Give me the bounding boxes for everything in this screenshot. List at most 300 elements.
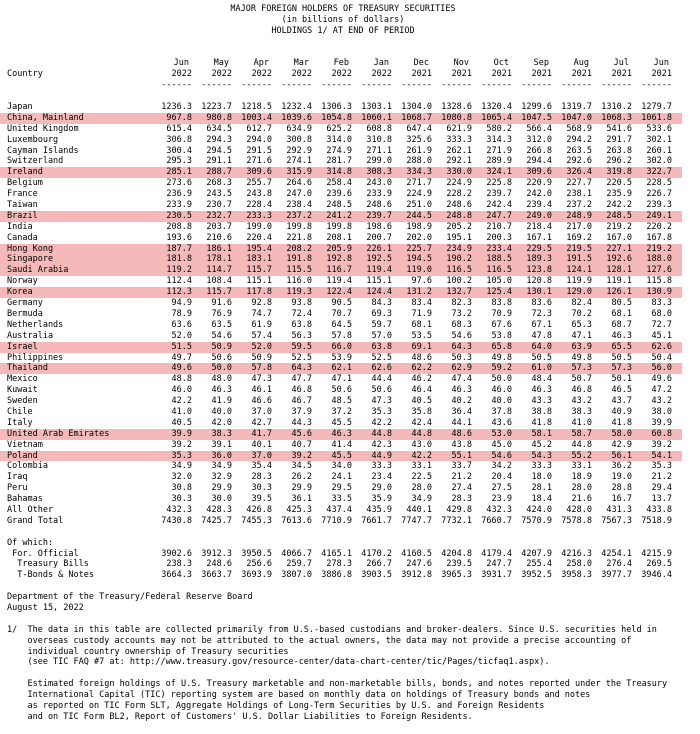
holdings-value: 7567.3 [601, 515, 632, 526]
holdings-value: 237.2 [566, 200, 592, 211]
country-name: Thailand [7, 363, 48, 374]
holdings-value: 124.1 [566, 265, 592, 276]
country-name: Ireland [7, 167, 43, 178]
holdings-value: 30.3 [171, 494, 192, 505]
holdings-value: 72.7 [651, 319, 672, 330]
table-row [0, 505, 682, 516]
holdings-value: 238.1 [566, 189, 592, 200]
holdings-value: 46.2 [411, 374, 432, 385]
holdings-value: 46.0 [171, 385, 192, 396]
holdings-value: 68.7 [611, 319, 632, 330]
holdings-value: 1054.8 [321, 112, 352, 123]
holdings-value: 30.8 [171, 483, 192, 494]
holdings-value: 248.6 [206, 559, 232, 570]
holdings-value: 541.6 [606, 123, 632, 134]
holdings-value: 247.7 [486, 559, 512, 570]
table-header-years [0, 69, 700, 80]
holdings-value: 90.5 [331, 298, 352, 309]
table-row [0, 320, 682, 331]
holdings-value: 3693.9 [241, 570, 272, 581]
holdings-value: 70.7 [331, 308, 352, 319]
summary-row-name: Treasury Bills [7, 559, 89, 570]
date-line: August 15, 2022 [7, 602, 84, 613]
holdings-value: 32.9 [211, 472, 232, 483]
holdings-value: 59.2 [491, 363, 512, 374]
holdings-value: 314.8 [326, 167, 352, 178]
spacer [0, 48, 700, 59]
holdings-value: 183.1 [246, 254, 272, 265]
holdings-value: 33.7 [451, 461, 472, 472]
holdings-value: 46.6 [251, 396, 272, 407]
holdings-value: 580.2 [486, 123, 512, 134]
column-divider-dashes: ------ [161, 80, 192, 91]
column-month-header: Apr [253, 58, 269, 69]
holdings-value: 68.3 [451, 319, 472, 330]
holdings-value: 119.3 [286, 287, 312, 298]
holdings-value: 18.0 [531, 472, 552, 483]
holdings-value: 38.3 [211, 428, 232, 439]
holdings-value: 41.0 [171, 406, 192, 417]
holdings-value: 44.4 [371, 374, 392, 385]
holdings-value: 44.9 [371, 450, 392, 461]
holdings-value: 34.9 [411, 494, 432, 505]
column-year-header: 2021 [411, 69, 432, 80]
holdings-value: 234.9 [446, 243, 472, 254]
holdings-value: 69.1 [411, 341, 432, 352]
holdings-value: 268.3 [206, 178, 232, 189]
holdings-value: 249.0 [526, 210, 552, 221]
holdings-value: 35.9 [371, 494, 392, 505]
holdings-value: 41.7 [251, 428, 272, 439]
holdings-value: 235.9 [606, 189, 632, 200]
holdings-value: 122.4 [326, 287, 352, 298]
holdings-value: 115.7 [206, 287, 232, 298]
column-divider-dashes: ------ [641, 80, 672, 91]
holdings-value: 57.8 [331, 330, 352, 341]
column-divider-dashes: ------ [521, 80, 552, 91]
holdings-value: 1320.4 [481, 102, 512, 113]
holdings-value: 64.3 [291, 363, 312, 374]
holdings-value: 309.6 [526, 167, 552, 178]
holdings-value: 227.1 [606, 243, 632, 254]
country-name: China, Mainland [7, 112, 84, 123]
holdings-value: 40.2 [451, 396, 472, 407]
holdings-value: 230.5 [166, 210, 192, 221]
holdings-value: 37.8 [491, 406, 512, 417]
holdings-value: 42.9 [611, 439, 632, 450]
holdings-value: 188.0 [646, 254, 672, 265]
holdings-value: 65.8 [491, 341, 512, 352]
column-year-header: 2022 [371, 69, 392, 80]
holdings-value: 36.4 [451, 406, 472, 417]
holdings-value: 7570.9 [521, 515, 552, 526]
holdings-value: 116.7 [326, 265, 352, 276]
holdings-value: 29.9 [211, 483, 232, 494]
summary-row-name: For. Official [7, 548, 79, 559]
holdings-value: 115.8 [646, 276, 672, 287]
holdings-value: 83.8 [491, 298, 512, 309]
country-name: Cayman Islands [7, 145, 79, 156]
holdings-value: 294.4 [526, 156, 552, 167]
holdings-value: 38.3 [571, 406, 592, 417]
holdings-value: 37.2 [331, 406, 352, 417]
country-name: Canada [7, 232, 38, 243]
holdings-value: 276.4 [606, 559, 632, 570]
table-header-rule [0, 80, 700, 91]
holdings-value: 48.6 [411, 352, 432, 363]
holdings-value: 4216.3 [561, 548, 592, 559]
table-row [0, 396, 682, 407]
holdings-value: 49.8 [491, 352, 512, 363]
holdings-value: 22.5 [411, 472, 432, 483]
holdings-value: 39.1 [211, 439, 232, 450]
holdings-value: 70.9 [491, 308, 512, 319]
holdings-value: 192.8 [326, 254, 352, 265]
holdings-value: 4254.1 [601, 548, 632, 559]
holdings-value: 194.5 [406, 254, 432, 265]
holdings-value: 65.3 [571, 319, 592, 330]
holdings-value: 433.8 [646, 504, 672, 515]
holdings-value: 64.5 [331, 319, 352, 330]
holdings-value: 37.0 [251, 450, 272, 461]
country-name: Australia [7, 330, 54, 341]
holdings-value: 266.8 [526, 145, 552, 156]
holdings-value: 239.5 [446, 559, 472, 570]
holdings-value: 195.4 [246, 243, 272, 254]
holdings-value: 193.6 [166, 232, 192, 243]
holdings-value: 36.0 [211, 450, 232, 461]
holdings-value: 24.1 [331, 472, 352, 483]
holdings-value: 7518.9 [641, 515, 672, 526]
table-row [0, 363, 682, 374]
holdings-value: 44.1 [451, 417, 472, 428]
holdings-value: 967.8 [166, 112, 192, 123]
holdings-value: 38.8 [531, 406, 552, 417]
holdings-value: 72.3 [531, 308, 552, 319]
holdings-value: 1319.7 [561, 102, 592, 113]
country-name: All Other [7, 504, 54, 515]
holdings-value: 309.6 [246, 167, 272, 178]
holdings-value: 42.3 [371, 439, 392, 450]
holdings-value: 46.8 [291, 385, 312, 396]
table-row [0, 254, 682, 265]
column-month-header: Jan [373, 58, 389, 69]
holdings-value: 428.0 [566, 504, 592, 515]
country-name: Bahamas [7, 494, 43, 505]
spacer [0, 581, 700, 592]
holdings-value: 271.6 [246, 156, 272, 167]
holdings-value: 1328.6 [441, 102, 472, 113]
holdings-value: 7747.7 [401, 515, 432, 526]
holdings-value: 46.5 [611, 385, 632, 396]
holdings-value: 27.5 [491, 483, 512, 494]
holdings-value: 37.0 [251, 406, 272, 417]
holdings-value: 54.6 [451, 330, 472, 341]
holdings-value: 62.6 [371, 363, 392, 374]
holdings-value: 97.6 [411, 276, 432, 287]
holdings-value: 271.1 [366, 145, 392, 156]
holdings-value: 634.5 [206, 123, 232, 134]
holdings-value: 55.1 [451, 450, 472, 461]
holdings-value: 4165.1 [321, 548, 352, 559]
holdings-value: 296.2 [606, 156, 632, 167]
table-row [0, 200, 682, 211]
holdings-value: 1047.5 [521, 112, 552, 123]
holdings-value: 39.2 [291, 450, 312, 461]
holdings-value: 57.4 [251, 330, 272, 341]
holdings-value: 271.7 [406, 178, 432, 189]
holdings-value: 42.2 [371, 417, 392, 428]
holdings-value: 46.3 [451, 385, 472, 396]
holdings-value: 56.1 [611, 450, 632, 461]
country-name: Poland [7, 450, 38, 461]
holdings-value: 49.6 [651, 374, 672, 385]
holdings-value: 333.3 [446, 134, 472, 145]
holdings-value: 83.4 [411, 298, 432, 309]
holdings-value: 49.6 [171, 363, 192, 374]
report-subtitle: (in billions of dollars) [281, 14, 405, 25]
holdings-value: 43.2 [651, 396, 672, 407]
holdings-value: 306.8 [166, 134, 192, 145]
holdings-value: 210.7 [486, 221, 512, 232]
holdings-value: 41.0 [571, 417, 592, 428]
holdings-value: 228.2 [446, 189, 472, 200]
holdings-value: 46.8 [571, 385, 592, 396]
holdings-value: 64.0 [531, 341, 552, 352]
spacer [0, 668, 700, 679]
holdings-value: 115.1 [246, 276, 272, 287]
country-name: Kuwait [7, 385, 38, 396]
holdings-value: 39.9 [171, 428, 192, 439]
table-row [0, 451, 682, 462]
holdings-value: 192.6 [606, 254, 632, 265]
country-name: France [7, 189, 38, 200]
table-row [0, 135, 682, 146]
holdings-value: 226.1 [366, 243, 392, 254]
holdings-value: 263.5 [566, 145, 592, 156]
holdings-value: 238.3 [166, 559, 192, 570]
holdings-value: 50.6 [371, 385, 392, 396]
holdings-value: 56.0 [651, 363, 672, 374]
holdings-value: 566.4 [526, 123, 552, 134]
holdings-value: 248.8 [446, 210, 472, 221]
country-name: Switzerland [7, 156, 64, 167]
holdings-value: 46.4 [411, 385, 432, 396]
footnote-2 [0, 679, 700, 723]
holdings-value: 4179.4 [481, 548, 512, 559]
spacer [0, 614, 700, 625]
holdings-value: 292.9 [286, 145, 312, 156]
holdings-value: 190.2 [446, 254, 472, 265]
holdings-value: 47.3 [251, 374, 272, 385]
holdings-value: 200.7 [366, 232, 392, 243]
table-summary [0, 549, 700, 582]
holdings-value: 625.2 [326, 123, 352, 134]
holdings-value: 26.2 [291, 472, 312, 483]
holdings-value: 437.4 [326, 504, 352, 515]
holdings-value: 129.0 [566, 287, 592, 298]
holdings-value: 615.4 [166, 123, 192, 134]
holdings-value: 312.0 [526, 134, 552, 145]
column-year-header: 2021 [571, 69, 592, 80]
holdings-value: 64.3 [451, 341, 472, 352]
holdings-value: 1223.7 [201, 102, 232, 113]
holdings-value: 50.0 [211, 363, 232, 374]
holdings-value: 45.2 [531, 439, 552, 450]
of-which-label: Of which: [7, 537, 54, 548]
holdings-value: 440.1 [406, 504, 432, 515]
holdings-value: 3965.3 [441, 570, 472, 581]
holdings-value: 295.3 [166, 156, 192, 167]
holdings-value: 54.6 [491, 450, 512, 461]
table-row [0, 244, 682, 255]
report-period-note: HOLDINGS 1/ AT END OF PERIOD [271, 25, 415, 36]
holdings-value: 186.1 [206, 243, 232, 254]
country-name: Chile [7, 406, 33, 417]
country-name: Hong Kong [7, 243, 54, 254]
holdings-value: 219.5 [566, 243, 592, 254]
holdings-value: 191.5 [566, 254, 592, 265]
holdings-value: 294.2 [566, 134, 592, 145]
holdings-value: 33.1 [571, 461, 592, 472]
holdings-value: 274.9 [326, 145, 352, 156]
holdings-value: 169.2 [566, 232, 592, 243]
holdings-value: 28.1 [531, 483, 552, 494]
holdings-value: 199.8 [326, 221, 352, 232]
holdings-value: 41.9 [211, 396, 232, 407]
holdings-value: 251.0 [406, 200, 432, 211]
footnote-line: as reported on TIC Form SLT, Aggregate Holdings of Long-Term Securities by U.S. and Foreign Residents [7, 701, 545, 711]
holdings-value: 76.9 [211, 308, 232, 319]
holdings-value: 42.2 [411, 450, 432, 461]
holdings-value: 310.8 [366, 134, 392, 145]
holdings-value: 62.9 [451, 363, 472, 374]
holdings-value: 221.8 [286, 232, 312, 243]
holdings-value: 43.2 [571, 396, 592, 407]
holdings-value: 292.6 [566, 156, 592, 167]
holdings-value: 62.2 [411, 363, 432, 374]
holdings-value: 219.2 [606, 221, 632, 232]
holdings-value: 32.0 [171, 472, 192, 483]
holdings-value: 27.4 [451, 483, 472, 494]
holdings-value: 324.1 [486, 167, 512, 178]
holdings-value: 533.6 [646, 123, 672, 134]
country-name: Iraq [7, 472, 28, 483]
holdings-value: 289.9 [486, 156, 512, 167]
holdings-value: 288.0 [406, 156, 432, 167]
holdings-value: 30.0 [211, 494, 232, 505]
holdings-value: 3663.7 [201, 570, 232, 581]
holdings-value: 28.0 [411, 483, 432, 494]
column-divider-dashes: ------ [281, 80, 312, 91]
holdings-value: 3807.0 [281, 570, 312, 581]
table-row [0, 429, 682, 440]
footnote-1 [0, 625, 700, 669]
holdings-value: 62.1 [331, 363, 352, 374]
country-name: Belgium [7, 178, 43, 189]
holdings-value: 239.7 [486, 189, 512, 200]
holdings-value: 237.2 [286, 210, 312, 221]
holdings-value: 47.2 [651, 385, 672, 396]
table-row [0, 167, 682, 178]
holdings-value: 7710.9 [321, 515, 352, 526]
country-name: Germany [7, 298, 43, 309]
holdings-value: 46.7 [291, 396, 312, 407]
holdings-value: 7578.8 [561, 515, 592, 526]
holdings-value: 57.3 [611, 363, 632, 374]
holdings-value: 274.1 [286, 156, 312, 167]
holdings-value: 43.7 [611, 396, 632, 407]
holdings-value: 105.0 [486, 276, 512, 287]
table-row [0, 440, 682, 451]
holdings-value: 132.7 [446, 287, 472, 298]
holdings-value: 167.0 [606, 232, 632, 243]
holdings-value: 3664.3 [161, 570, 192, 581]
holdings-value: 28.3 [251, 472, 272, 483]
country-name: Italy [7, 417, 33, 428]
holdings-value: 181.8 [166, 254, 192, 265]
holdings-value: 33.3 [531, 461, 552, 472]
holdings-value: 1068.7 [401, 112, 432, 123]
column-divider-dashes: ------ [441, 80, 472, 91]
holdings-value: 238.4 [286, 200, 312, 211]
holdings-value: 18.4 [531, 494, 552, 505]
holdings-value: 46.3 [531, 385, 552, 396]
holdings-value: 80.5 [611, 298, 632, 309]
holdings-value: 127.6 [646, 265, 672, 276]
table-row [0, 342, 682, 353]
holdings-value: 72.4 [291, 308, 312, 319]
holdings-value: 34.9 [171, 461, 192, 472]
holdings-value: 51.5 [171, 341, 192, 352]
holdings-value: 52.0 [251, 341, 272, 352]
column-divider-dashes: ------ [201, 80, 232, 91]
holdings-value: 42.4 [411, 417, 432, 428]
holdings-value: 41.4 [331, 439, 352, 450]
holdings-value: 45.0 [491, 439, 512, 450]
holdings-value: 40.5 [411, 396, 432, 407]
summary-row [0, 559, 682, 570]
holdings-value: 302.0 [646, 156, 672, 167]
holdings-value: 258.4 [326, 178, 352, 189]
holdings-value: 70.2 [571, 308, 592, 319]
holdings-value: 1047.0 [561, 112, 592, 123]
holdings-value: 314.3 [486, 134, 512, 145]
holdings-value: 425.3 [286, 504, 312, 515]
footnote-line: and on TIC Form BL2, Report of Customers' U.S. Dollar Liabilities to Foreign Residents. [7, 711, 473, 722]
holdings-value: 53.9 [331, 352, 352, 363]
holdings-value: 21.2 [451, 472, 472, 483]
holdings-value: 205.2 [446, 221, 472, 232]
holdings-value: 199.0 [246, 221, 272, 232]
column-divider-dashes: ------ [361, 80, 392, 91]
holdings-value: 28.3 [451, 494, 472, 505]
holdings-value: 63.8 [291, 319, 312, 330]
table-row [0, 189, 682, 200]
holdings-value: 225.7 [406, 243, 432, 254]
holdings-value: 1310.2 [601, 102, 632, 113]
holdings-value: 1306.3 [321, 102, 352, 113]
holdings-value: 288.7 [206, 167, 232, 178]
holdings-value: 35.3 [171, 450, 192, 461]
holdings-value: 7732.1 [441, 515, 472, 526]
country-name: Taiwan [7, 200, 38, 211]
country-name: Singapore [7, 254, 54, 265]
holdings-value: 191.8 [286, 254, 312, 265]
holdings-value: 54.3 [531, 450, 552, 461]
footnote-line: 1/ The data in this table are collected primarily from U.S.-based custodians and broker-dealers. Since U.S. securities held in [7, 624, 657, 635]
holdings-value: 189.3 [526, 254, 552, 265]
